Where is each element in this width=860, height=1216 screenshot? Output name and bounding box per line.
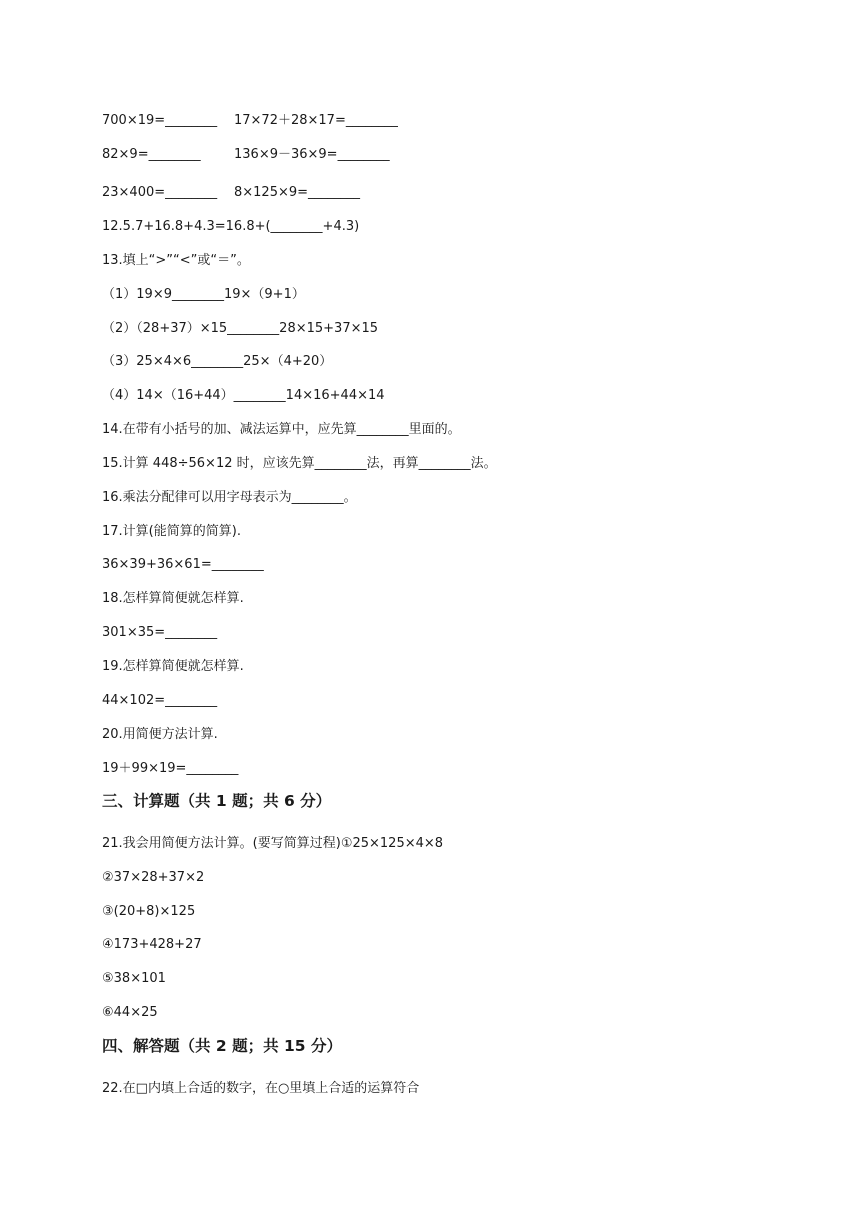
question-16: 16.乘法分配律可以用字母表示为________。	[102, 490, 357, 505]
question-17-prompt: 17.计算(能简算的简算).	[102, 524, 241, 539]
question-18-prompt: 18.怎样算简便就怎样算.	[102, 591, 244, 606]
calc-row	[102, 184, 361, 202]
question-22: 22.在□内填上合适的数字，在○里填上合适的运算符合	[102, 1081, 420, 1096]
question-21-item: ⑥44×25	[102, 1005, 158, 1020]
question-13-prompt: 13.填上“>”“<”或“＝”。	[102, 253, 250, 268]
question-18-expr: 301×35=________	[102, 625, 218, 640]
question-14: 14.在带有小括号的加、减法运算中，应先算________里面的。	[102, 422, 461, 437]
question-21-item: ③(20+8)×125	[102, 904, 196, 919]
calc-right: 136×9－36×9=________	[234, 147, 390, 162]
question-12: 12.5.7+16.8+4.3=16.8+(________+4.3)	[102, 219, 360, 234]
question-20-expr: 19＋99×19=________	[102, 761, 239, 776]
calc-left: 82×9=________	[102, 147, 201, 162]
question-13-item: （3）25×4×6________25×（4+20）	[102, 354, 333, 369]
question-13-item: （1）19×9________19×（9+1）	[102, 287, 305, 302]
calc-row	[102, 146, 390, 164]
question-17-expr: 36×39+36×61=________	[102, 557, 264, 572]
calc-left: 700×19=________	[102, 113, 218, 128]
calc-row	[102, 112, 398, 130]
question-13-item: （2）（28+37）×15________28×15+37×15	[102, 321, 379, 336]
question-20-prompt: 20.用简便方法计算.	[102, 727, 218, 742]
question-21-item: ⑤38×101	[102, 971, 166, 986]
question-19-prompt: 19.怎样算简便就怎样算.	[102, 659, 244, 674]
question-21-prompt: 21.我会用简便方法计算。(要写简算过程)①25×125×4×8	[102, 836, 444, 851]
calc-right: 8×125×9=________	[234, 185, 361, 200]
calc-left: 23×400=________	[102, 185, 218, 200]
question-19-expr: 44×102=________	[102, 693, 218, 708]
section-4-title: 四、解答题（共 2 题；共 15 分）	[102, 1037, 342, 1055]
calc-right: 17×72＋28×17=________	[234, 113, 398, 128]
question-13-item: （4）14×（16+44）________14×16+44×14	[102, 388, 385, 403]
question-21-item: ④173+428+27	[102, 937, 202, 952]
question-15: 15.计算 448÷56×12 时，应该先算________法，再算________法。	[102, 456, 497, 471]
section-3-title: 三、计算题（共 1 题；共 6 分）	[102, 792, 332, 810]
question-21-item: ②37×28+37×2	[102, 870, 205, 885]
